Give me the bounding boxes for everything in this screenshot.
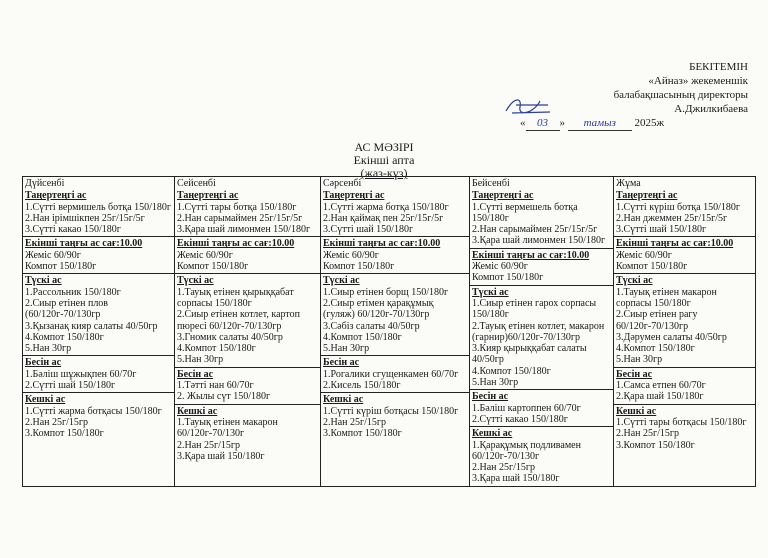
meal-title: Түскі ас — [323, 275, 360, 287]
meal-title: Түскі ас — [472, 286, 509, 298]
meal-item: 3.Гномик салаты 40/50гр — [177, 331, 283, 343]
menu-table — [22, 176, 756, 487]
meal-title: Таңертеңгі ас — [616, 190, 678, 202]
meal-item: 1.Бәліш шұжықпен 60/70г — [25, 368, 137, 380]
meal-item: 1.Сүтті вермешель ботқа 150/180г — [472, 201, 578, 224]
meal-section — [23, 392, 174, 440]
day-column — [23, 177, 175, 487]
meal-item: 2.Сиыр етінен плов (60/120г-70/130гр — [25, 297, 109, 321]
meal-item: 5.Нан 30гр — [616, 354, 663, 366]
meal-section — [175, 404, 320, 463]
meal-item: 3.Компот 150/180г — [323, 428, 402, 440]
meal-item: 3.Компот 150/180г — [25, 428, 104, 440]
meal-item: Компот 150/180г — [616, 261, 688, 273]
menu-season: (жаз-күз) — [360, 166, 408, 180]
meal-section — [470, 248, 613, 285]
approval-block — [498, 60, 748, 131]
meal-title: Кешкі ас — [25, 394, 66, 406]
meal-item: 2.Нан 25г/15гр — [323, 416, 386, 428]
approval-line1: «Айназ» жекеменшік — [648, 75, 748, 87]
day-column — [175, 177, 321, 487]
meal-item: 2.Нан қаймақ пен 25г/15г/5г — [323, 212, 444, 224]
meal-item: Жеміс 60/90г — [472, 261, 528, 273]
meal-item: 1.Бәліш картоппен 60/70г — [472, 402, 581, 414]
day-name: Сейсенбі — [177, 178, 216, 189]
meal-item: 3.Компот 150/180г — [616, 439, 695, 451]
director-name: А.Джилкибаева — [674, 103, 748, 115]
meal-section — [321, 236, 469, 273]
meal-title: Түскі ас — [616, 275, 653, 287]
menu-header — [0, 141, 768, 180]
day-name: Сәрсенбі — [323, 178, 362, 189]
meal-item: 2.Нан сарымаймен 25г/15г/5г — [177, 212, 303, 224]
meal-section — [23, 236, 174, 273]
approval-date — [498, 116, 748, 131]
date-day: 03 — [526, 116, 560, 131]
meal-section — [321, 355, 469, 392]
day-name: Жұма — [616, 178, 641, 189]
meal-section — [614, 367, 755, 404]
day-column — [470, 177, 614, 487]
meal-item: Компот 150/180г — [472, 272, 544, 284]
meal-item: 1.Рассольник 150/180г — [25, 286, 121, 298]
meal-item: 1.Тауық етінен макарон сорпасы 150/180г — [616, 286, 717, 309]
meal-item: 3.Кияр қырыққабат салаты 40/50гр — [472, 343, 587, 366]
meal-section — [321, 189, 469, 236]
meal-section — [470, 285, 613, 390]
meal-item: 1.Сүтті тары ботқасы 150/180г — [616, 416, 747, 428]
meal-item: 3.Сәбіз салаты 40/50гр — [323, 320, 420, 332]
meal-item: 2.Қара шай 150/180г — [616, 391, 704, 403]
meal-item: 3.Қара шай лимонмен 150/180г — [177, 224, 311, 236]
meal-item: 2.Нан 25г/15гр — [472, 462, 535, 474]
meal-item: 2.Сиыр етімен қарақұмық (гуляж) 60/120г-70/130гр — [323, 297, 434, 321]
meal-item: 1.Сүтті тары ботқа 150/180г — [177, 201, 297, 213]
meal-item: 1.Сүтті жарма ботқасы 150/180г — [25, 405, 162, 417]
meal-item: 2.Тауық етінен котлет, макарон (гарнир)60/120г-70/130гр — [472, 320, 605, 343]
meal-item: 2.Нан 25г/15гр — [177, 439, 240, 451]
menu-title: АС МӘЗІРІ — [354, 140, 414, 154]
meal-title: Таңертеңгі ас — [25, 190, 87, 202]
meal-item: 1.Сүтті күріш ботқасы 150/180г — [323, 405, 459, 417]
meal-title: Бесін ас — [472, 391, 509, 403]
meal-item: 4.Компот 150/180г — [323, 331, 402, 343]
meal-section — [175, 236, 320, 273]
meal-section — [175, 273, 320, 366]
day-name: Бейсенбі — [472, 178, 510, 189]
meal-section — [614, 404, 755, 452]
meal-section — [23, 355, 174, 392]
meal-item: 5.Нан 30гр — [25, 343, 72, 355]
approval-title: БЕКІТЕМІН — [689, 61, 748, 73]
meal-item: 4.Компот 150/180г — [177, 343, 256, 355]
meal-item: 1.Сүтті күріш ботқа 150/180г — [616, 201, 741, 213]
meal-item: 2.Нан ірімшікпен 25г/15г/5г — [25, 212, 145, 224]
meal-section — [321, 273, 469, 355]
meal-item: 4.Компот 150/180г — [25, 331, 104, 343]
meal-section — [470, 189, 613, 247]
meal-item: 2.Сиыр етінен рагу 60/120г-70/130гр — [616, 309, 698, 332]
meal-title: Кешкі ас — [323, 394, 364, 406]
meal-item: Компот 150/180г — [323, 261, 395, 273]
meal-item: Жеміс 60/90г — [25, 249, 81, 261]
meal-item: Компот 150/180г — [25, 261, 97, 273]
meal-section — [470, 426, 613, 485]
meal-item: 3.Қара шай 150/180г — [472, 473, 560, 485]
meal-title: Түскі ас — [177, 275, 214, 287]
meal-title: Бесін ас — [177, 368, 214, 380]
meal-item: 1.Самса етпен 60/70г — [616, 380, 706, 392]
meal-item: Компот 150/180г — [177, 261, 249, 273]
meal-title: Екінші таңғы ас сағ:10.00 — [323, 238, 441, 250]
meal-section — [614, 236, 755, 273]
meal-item: 5.Нан 30гр — [177, 354, 224, 366]
meal-title: Екінші таңғы ас сағ:10.00 — [25, 238, 143, 250]
day-column — [614, 177, 756, 487]
meal-title: Екінші таңғы ас сағ:10.00 — [616, 238, 734, 250]
meal-section — [23, 189, 174, 236]
meal-title: Кешкі ас — [616, 405, 657, 417]
meal-item: 1.Сүтті вермишель ботқа 150/180г — [25, 201, 172, 213]
meal-item: 2.Нан 25г/15гр — [25, 416, 88, 428]
meal-item: 2.Нан 25г/15гр — [616, 428, 679, 440]
meal-title: Бесін ас — [616, 368, 653, 380]
meal-title: Екінші таңғы ас сағ:10.00 — [472, 249, 590, 261]
meal-title: Таңертеңгі ас — [177, 190, 239, 202]
meal-title: Таңертеңгі ас — [323, 190, 385, 202]
meal-item: Жеміс 60/90г — [323, 249, 379, 261]
meal-section — [23, 273, 174, 355]
meal-item: 3.Сүтті шай 150/180г — [616, 224, 707, 236]
meal-title: Түскі ас — [25, 275, 62, 287]
menu-week: Екінші апта — [353, 153, 415, 167]
date-month: тамыз — [568, 116, 632, 131]
meal-title: Таңертеңгі ас — [472, 190, 534, 202]
meal-item: 3.Қызанақ кияр салаты 40/50гр — [25, 320, 158, 332]
meal-item: 2.Сүтті какао 150/180г — [472, 413, 568, 425]
date-year: 2025ж — [634, 117, 665, 129]
meal-section — [321, 392, 469, 440]
meal-item: 3.Сүтті шай 150/180г — [323, 224, 414, 236]
meal-item: 1.Тәтті нан 60/70г — [177, 380, 254, 392]
meal-title: Кешкі ас — [472, 428, 513, 440]
day-name: Дүйсенбі — [25, 178, 65, 189]
meal-item: 2.Нан сарымаймен 25г/15г/5г — [472, 224, 598, 236]
date-open-quote: « — [520, 117, 526, 129]
meal-item: 2.Нан джеммен 25г/15г/5г — [616, 212, 728, 224]
meal-item: 5.Нан 30гр — [472, 377, 519, 389]
meal-item: 1.Қарақұмық подливамен 60/120г-70/130г — [472, 439, 581, 462]
meal-section — [614, 273, 755, 366]
meal-title: Бесін ас — [25, 357, 62, 369]
meal-item: 1.Тауық етінен қырыққабат сорпасы 150/180г — [177, 286, 294, 309]
days-row — [23, 177, 756, 487]
approval-line2: балабақшасының директоры — [613, 89, 748, 101]
meal-item: 2.Сиыр етінен котлет, картоп пюресі 60/120г-70/130гр — [177, 309, 300, 332]
meal-item: 2. Жылы сүт 150/180г — [177, 391, 271, 403]
meal-item: 1.Рогалики сгущенкамен 60/70г — [323, 368, 459, 380]
meal-section — [175, 189, 320, 236]
meal-title: Екінші таңғы ас сағ:10.00 — [177, 238, 295, 250]
meal-title: Бесін ас — [323, 357, 360, 369]
meal-item: 2.Сүтті шай 150/180г — [25, 380, 116, 392]
meal-item: 5.Нан 30гр — [323, 343, 370, 355]
meal-item: 2.Кисель 150/180г — [323, 380, 401, 392]
date-close-quote: » — [559, 117, 565, 129]
meal-item: 3.Сүтті какао 150/180г — [25, 224, 121, 236]
meal-item: 1.Тауық етінен макарон 60/120г-70/130г — [177, 416, 278, 440]
meal-item: 3.Қара шай лимонмен 150/180г — [472, 235, 606, 247]
meal-section — [614, 189, 755, 236]
meal-item: Жеміс 60/90г — [177, 249, 233, 261]
meal-title: Кешкі ас — [177, 405, 218, 417]
meal-item: 3.Қара шай 150/180г — [177, 450, 265, 462]
meal-item: 1.Сүтті жарма ботқа 150/180г — [323, 201, 449, 213]
meal-item: 1.Сиыр етінен борщ 150/180г — [323, 286, 449, 298]
signature-scribble — [504, 95, 554, 117]
meal-item: Жеміс 60/90г — [616, 249, 672, 261]
meal-item: 3.Дәрумен салаты 40/50гр — [616, 331, 727, 343]
day-column — [321, 177, 470, 487]
meal-item: 4.Компот 150/180г — [472, 365, 551, 377]
meal-item: 4.Компот 150/180г — [616, 343, 695, 355]
signature-row — [498, 102, 748, 116]
meal-section — [175, 367, 320, 404]
meal-item: 1.Сиыр етінен гарох сорпасы 150/180г — [472, 297, 597, 321]
meal-section — [470, 389, 613, 426]
